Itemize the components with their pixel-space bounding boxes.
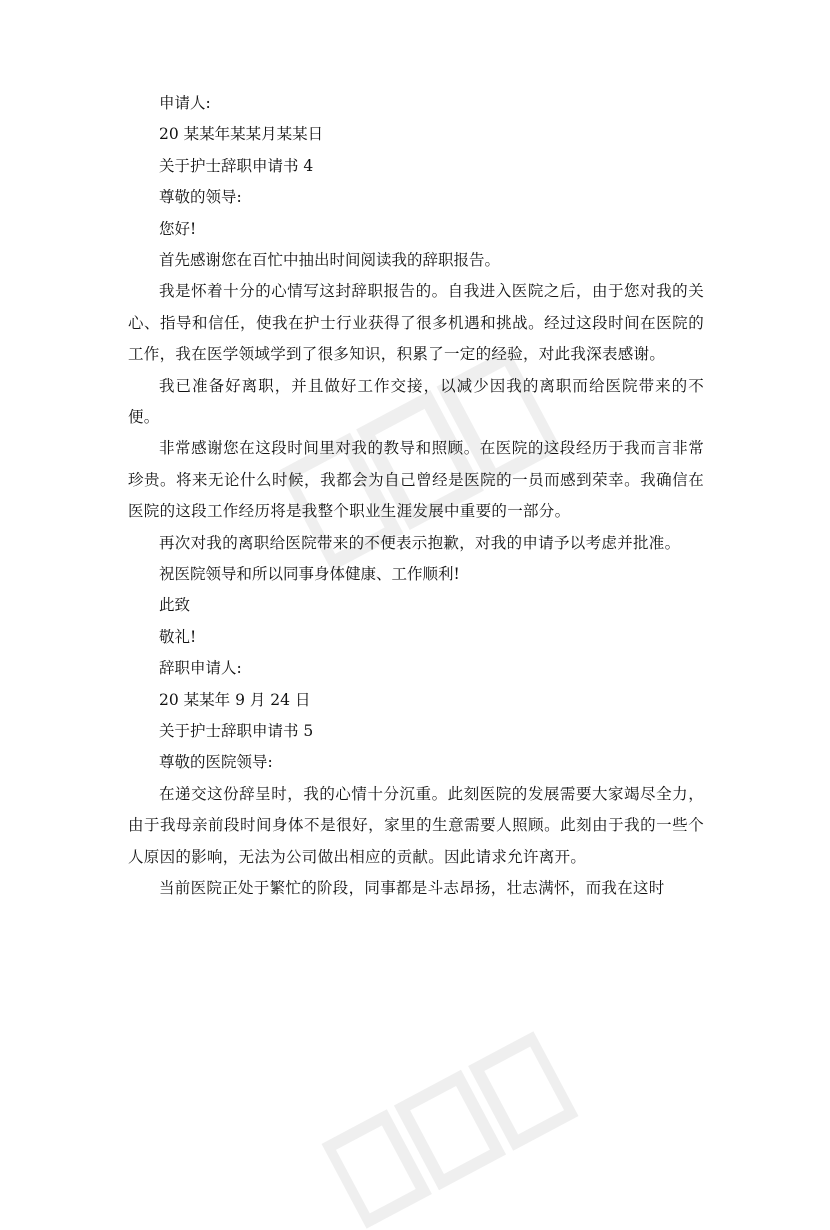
date-line: 20 某某年某某月某某日 bbox=[159, 125, 324, 144]
closing-line: 此致 bbox=[159, 596, 191, 615]
salutation: 尊敬的医院领导: bbox=[159, 753, 273, 772]
watermark-logo-bottom bbox=[321, 1030, 580, 1230]
paragraph: 再次对我的离职给医院带来的不便表示抱歉，对我的申请予以考虑并批准。 bbox=[159, 533, 681, 552]
paragraph: 当前医院正处于繁忙的阶段，同事都是斗志昂扬，壮志满怀，而我在这时 bbox=[159, 878, 665, 897]
applicant-label: 辞职申请人: bbox=[159, 659, 242, 678]
paragraph: 我是怀着十分的心情写这封辞职报告的。自我进入医院之后，由于您对我的关心、指导和信任，使我在护士行业获得了很多机遇和挑战。经过这段时间在医院的工作，我在医学领域学到了很多知识，积累了一定的经验，对此我深表感谢。 bbox=[128, 282, 704, 364]
paragraph: 在递交这份辞呈时，我的心情十分沉重。此刻医院的发展需要大家竭尽全力，由于我母亲前段时间身体不是很好，家里的生意需要人照顾。此刻由于我的一些个人原因的影响，无法为公司做出相应的贡献。因此请求允许离开。 bbox=[128, 784, 704, 866]
wish-line: 祝医院领导和所以同事身体健康、工作顺利! bbox=[159, 565, 460, 583]
salutation: 尊敬的领导: bbox=[159, 188, 242, 207]
paragraph: 非常感谢您在这段时间里对我的教导和照顾。在医院的这段经历于我而言非常珍贵。将来无论什么时候，我都会为自己曾经是医院的一员而感到荣幸。我确信在医院的这段工作经历将是我整个职业生涯发展中重要的一部分。 bbox=[128, 439, 704, 521]
date-line: 20 某某年 9 月 24 日 bbox=[159, 690, 311, 709]
paragraph: 我已准备好离职，并且做好工作交接，以减少因我的离职而给医院带来的不便。 bbox=[128, 376, 704, 426]
greeting: 您好! bbox=[159, 219, 197, 238]
section-title: 关于护士辞职申请书 4 bbox=[159, 156, 314, 175]
closing-line: 敬礼! bbox=[159, 627, 197, 646]
applicant-label: 申请人: bbox=[159, 94, 211, 112]
document-body bbox=[128, 88, 704, 904]
section-title: 关于护士辞职申请书 5 bbox=[159, 721, 314, 740]
intro-line: 首先感谢您在百忙中抽出时间阅读我的辞职报告。 bbox=[159, 250, 501, 269]
